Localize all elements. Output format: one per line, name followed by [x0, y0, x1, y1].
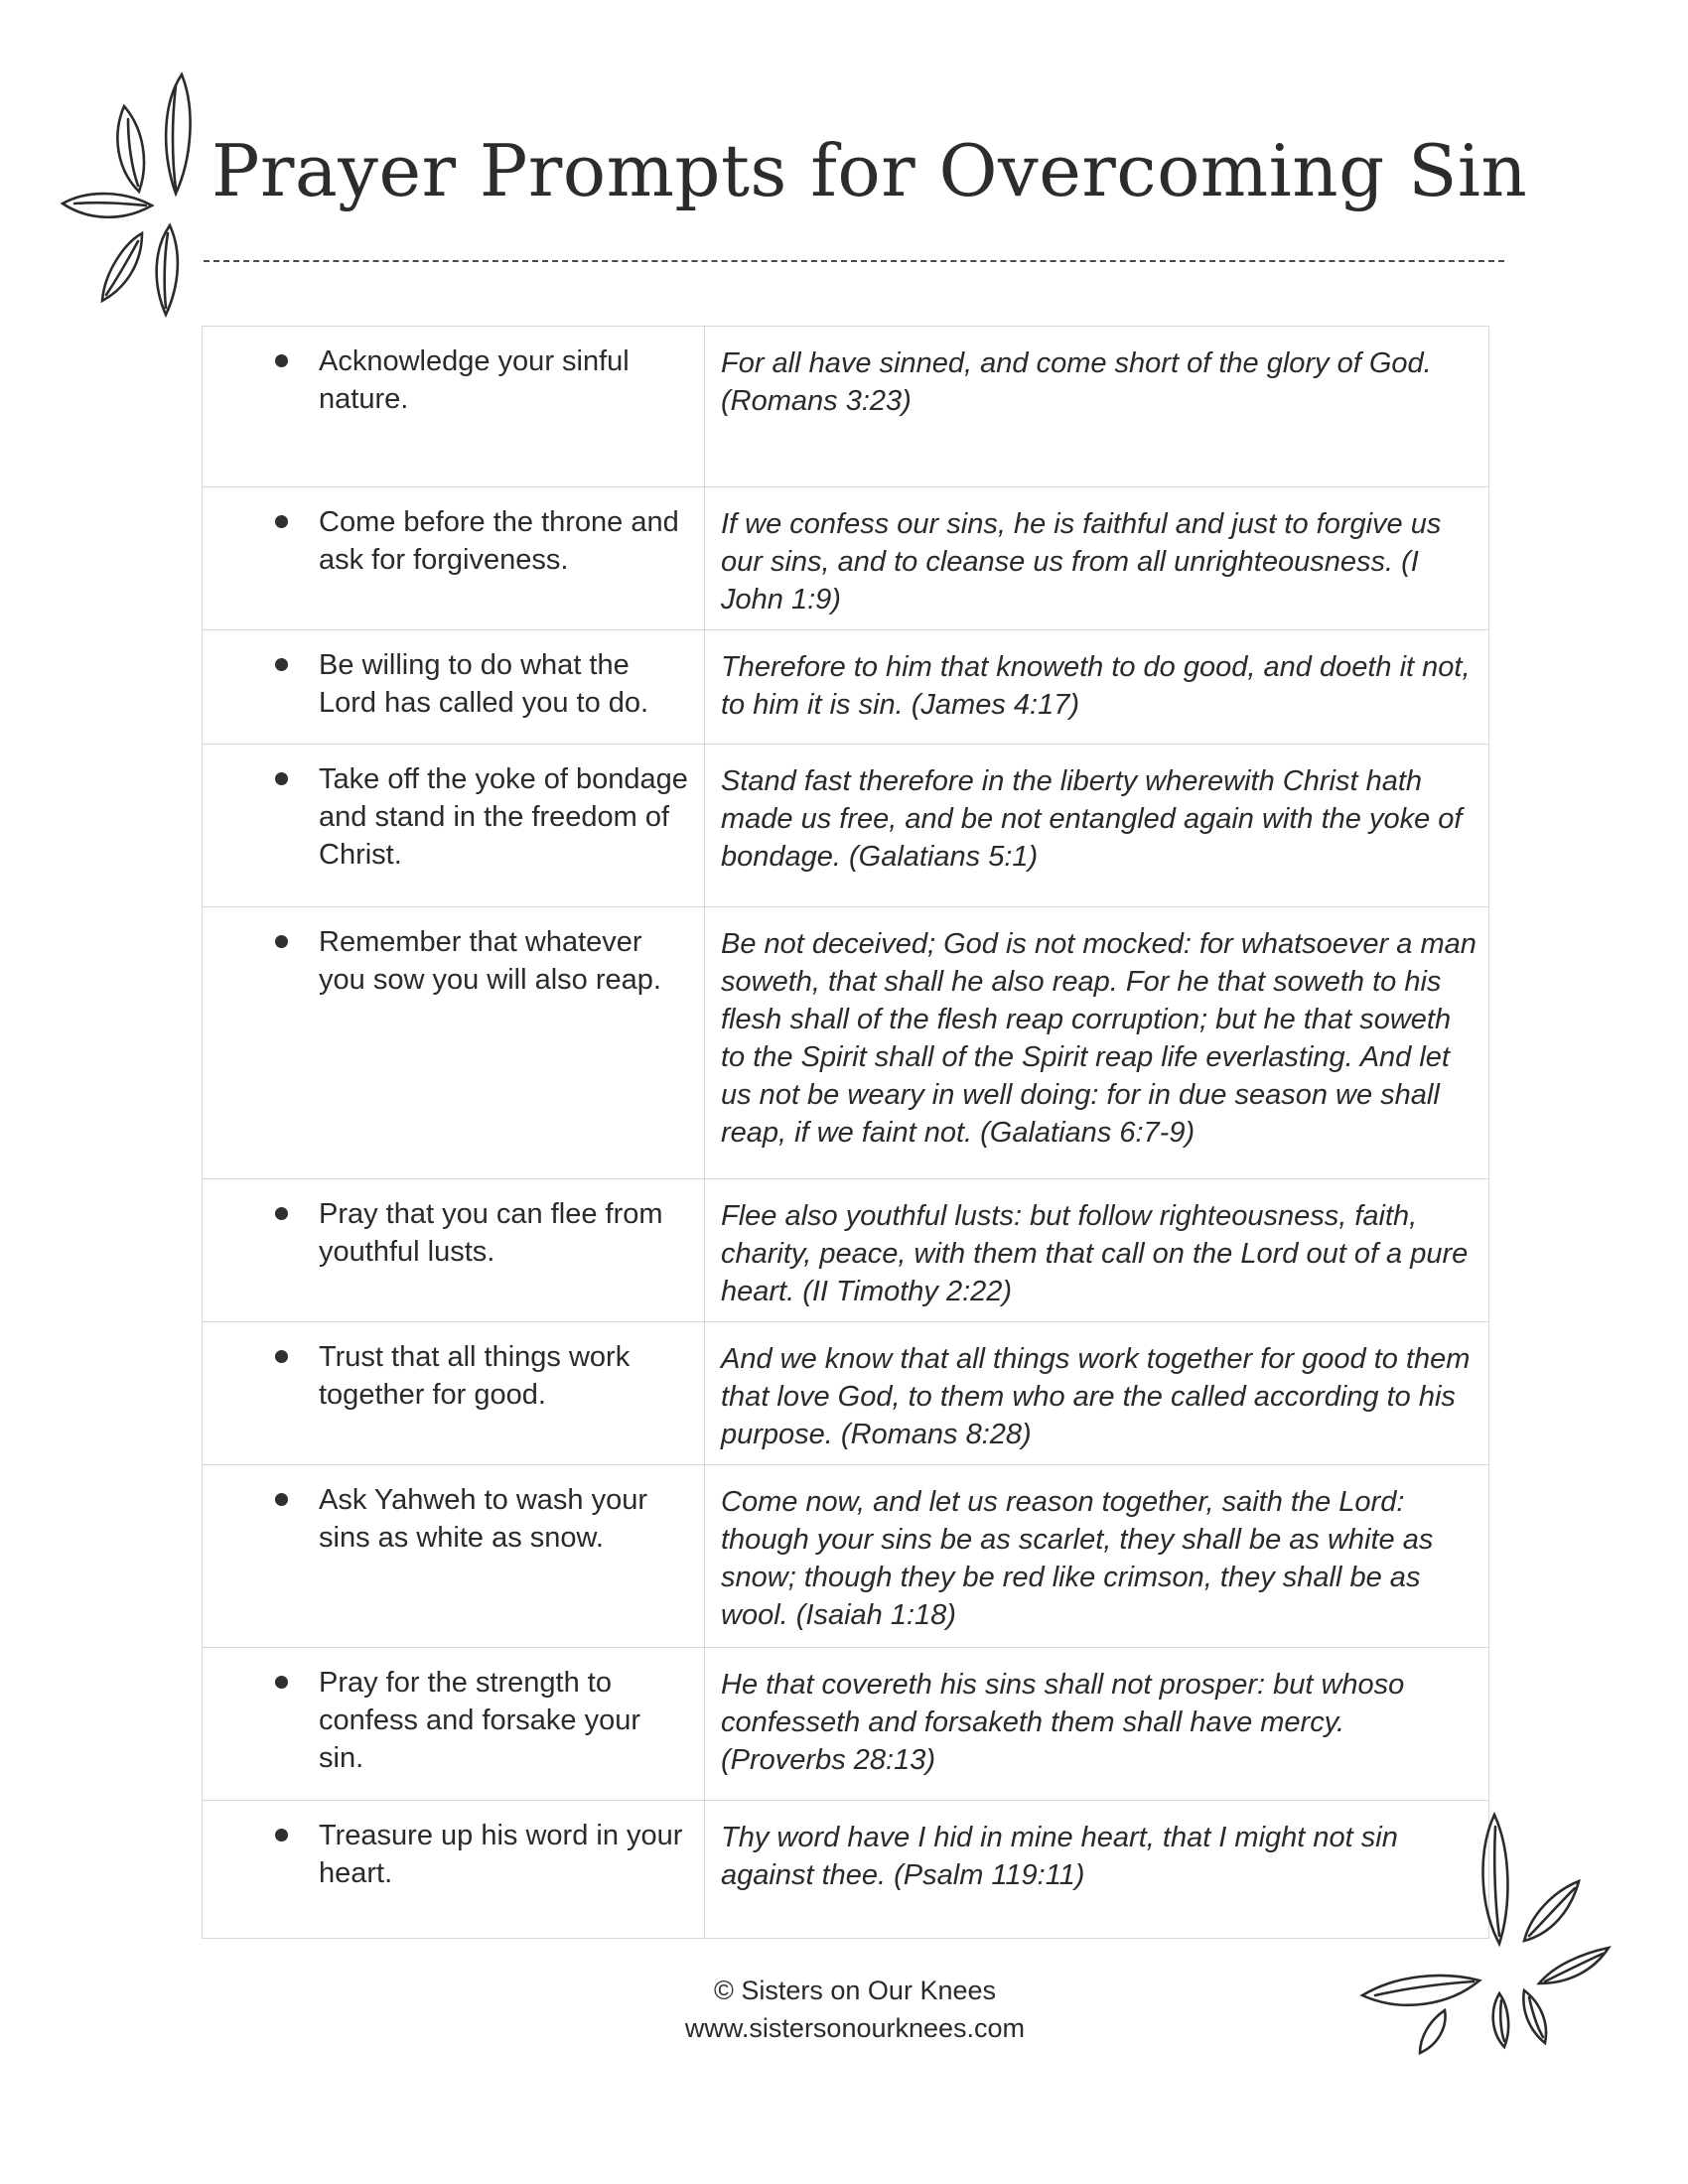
verse-cell	[705, 745, 1489, 907]
verse-text: And we know that all things work together for good to them that love God, to them who are the called according to his purpose. (Romans 8:28)	[721, 1343, 1471, 1450]
prompt-text: Ask Yahweh to wash your sins as white as snow.	[319, 1484, 647, 1554]
verse-cell	[705, 327, 1489, 487]
prompt-cell	[203, 1648, 705, 1801]
verse-cell	[705, 907, 1489, 1179]
table-row	[203, 487, 1489, 630]
prompt-cell	[203, 1322, 705, 1465]
table-row	[203, 327, 1489, 487]
leaf-decoration-top-icon	[55, 65, 204, 323]
verse-text: Therefore to him that knoweth to do good, and doeth it not, to him it is sin. (James 4:17)	[721, 651, 1471, 721]
bullet-icon	[275, 1207, 288, 1220]
prompt-cell	[203, 1465, 705, 1648]
table-row	[203, 1801, 1489, 1939]
prompt-cell	[203, 1179, 705, 1322]
bullet-icon	[275, 935, 288, 948]
prompt-text: Come before the throne and ask for forgiveness.	[319, 506, 679, 576]
prompt-cell	[203, 630, 705, 745]
table-row	[203, 907, 1489, 1179]
prompt-cell	[203, 487, 705, 630]
bullet-icon	[275, 658, 288, 671]
prompt-text: Remember that whatever you sow you will also reap.	[319, 926, 661, 996]
page-title: Prayer Prompts for Overcoming Sin	[211, 129, 1528, 212]
bullet-icon	[275, 1676, 288, 1689]
table-row	[203, 1465, 1489, 1648]
bullet-icon	[275, 515, 288, 528]
verse-text: Come now, and let us reason together, saith the Lord: though your sins be as scarlet, they shall be as white as snow; though they be red like crimson, they shall be as wool. (Isaiah 1:18)	[721, 1486, 1434, 1631]
verse-cell	[705, 1648, 1489, 1801]
verse-cell	[705, 1179, 1489, 1322]
prompts-table	[202, 326, 1489, 1939]
prompt-text: Be willing to do what the Lord has called you to do.	[319, 649, 649, 719]
verse-cell	[705, 487, 1489, 630]
verse-text: Thy word have I hid in mine heart, that I might not sin against thee. (Psalm 119:11)	[721, 1822, 1398, 1891]
prompt-text: Pray for the strength to confess and forsake your sin.	[319, 1667, 641, 1774]
table-row	[203, 630, 1489, 745]
table-row	[203, 745, 1489, 907]
verse-cell	[705, 1322, 1489, 1465]
prompt-cell	[203, 907, 705, 1179]
table-row	[203, 1322, 1489, 1465]
verse-text: For all have sinned, and come short of the glory of God. (Romans 3:23)	[721, 347, 1432, 417]
verse-cell	[705, 1465, 1489, 1648]
title-divider	[204, 260, 1504, 262]
prompt-cell	[203, 745, 705, 907]
verse-text: Stand fast therefore in the liberty wherewith Christ hath made us free, and be not entangled again with the yoke of bondage. (Galatians 5:1)	[721, 765, 1463, 873]
prompt-text: Take off the yoke of bondage and stand in the freedom of Christ.	[319, 763, 688, 871]
prompt-text: Treasure up his word in your heart.	[319, 1820, 683, 1889]
website-url: www.sistersonourknees.com	[684, 2013, 1026, 2043]
verse-text: Be not deceived; God is not mocked: for whatsoever a man soweth, that shall he also reap. For he that soweth to his flesh shall of the flesh reap corruption; but he that soweth to the Spirit shall of the Spirit reap life everlasting. And let us not be weary in well doing: for in due season we shall reap, if we faint not. (Galatians 6:7-9)	[721, 928, 1477, 1149]
verse-cell	[705, 630, 1489, 745]
bullet-icon	[275, 772, 288, 785]
copyright-text: © Sisters on Our Knees	[713, 1976, 996, 2005]
prompt-text: Acknowledge your sinful nature.	[319, 345, 630, 415]
prompt-text: Pray that you can flee from youthful lusts.	[319, 1198, 663, 1268]
verse-text: If we confess our sins, he is faithful and just to forgive us our sins, and to cleanse us from all unrighteousness. (I John 1:9)	[721, 508, 1442, 615]
verse-text: Flee also youthful lusts: but follow righteousness, faith, charity, peace, with them that call on the Lord out of a pure heart. (II Timothy 2:22)	[721, 1200, 1469, 1307]
prompt-cell	[203, 327, 705, 487]
bullet-icon	[275, 1493, 288, 1506]
table-row	[203, 1179, 1489, 1322]
verse-text: He that covereth his sins shall not prosper: but whoso confesseth and forsaketh them shall have mercy. (Proverbs 28:13)	[721, 1669, 1405, 1776]
bullet-icon	[275, 1350, 288, 1363]
prompt-text: Trust that all things work together for good.	[319, 1341, 631, 1411]
prompt-cell	[203, 1801, 705, 1939]
table-row	[203, 1648, 1489, 1801]
bullet-icon	[275, 1829, 288, 1842]
leaf-decoration-bottom-icon	[1350, 1807, 1618, 2055]
bullet-icon	[275, 354, 288, 367]
